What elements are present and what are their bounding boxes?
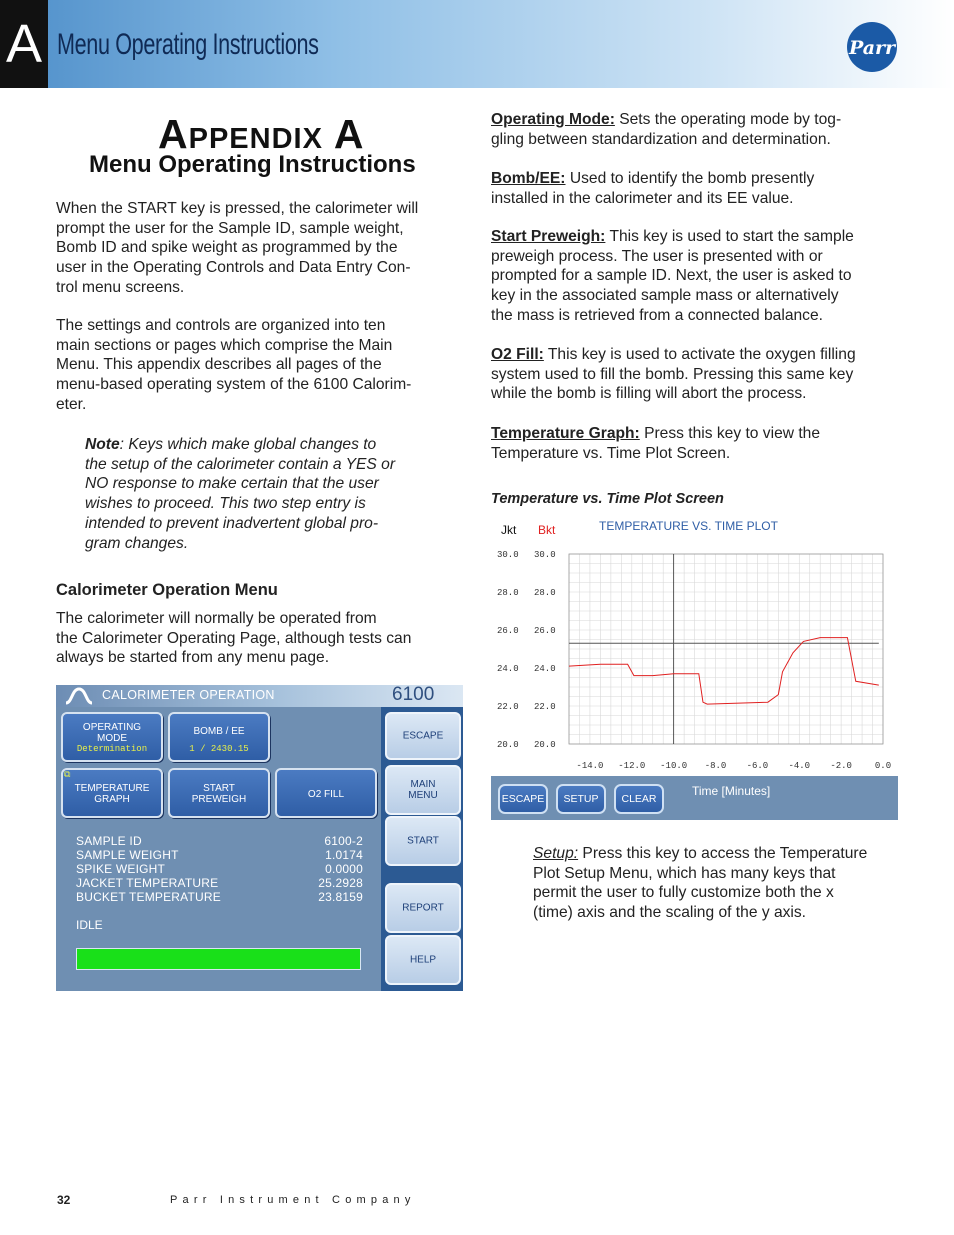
x-tick-label: -8.0 <box>704 761 727 771</box>
y-tick-label-bkt: 20.0 <box>534 740 556 750</box>
screen-titlebar <box>56 685 463 707</box>
plot-clear-button[interactable]: CLEAR <box>614 784 664 814</box>
plot-caption: Temperature vs. Time Plot Screen <box>491 491 724 507</box>
operating-mode-description: Operating Mode: Sets the operating mode by tog- gling between standardization and determination. <box>491 111 842 148</box>
legend-bkt: Bkt <box>538 523 556 537</box>
spike-weight-row: SPIKE WEIGHT 0.0000 <box>76 862 363 876</box>
setup-description: Setup: Press this key to access the Temperature Plot Setup Menu, which has many keys that permit the user to fully customize both the x (time) axis and the scaling of the y axis. <box>533 845 868 922</box>
intro-paragraph: When the START key is pressed, the calorimeter will prompt the user for the Sample ID, sample weight, Bomb ID and spike weight as programmed by the user in the Operating Controls and Data Entry Con- trol menu screens. <box>56 200 419 296</box>
y-tick-label-jkt: 28.0 <box>497 588 519 598</box>
copy-icon: ⧉ <box>64 769 71 779</box>
operation-paragraph: The calorimeter will normally be operated from the Calorimeter Operating Page, although tests can always be started from any menu page. <box>56 610 412 667</box>
bucket-temperature-row: BUCKET TEMPERATURE 23.8159 <box>76 890 363 904</box>
sample-id-row: SAMPLE ID 6100-2 <box>76 834 363 848</box>
y-tick-label-jkt: 20.0 <box>497 740 519 750</box>
main-menu-button[interactable]: MAIN MENU <box>385 765 461 815</box>
legend-jkt: Jkt <box>501 523 517 537</box>
y-tick-label-bkt: 22.0 <box>534 702 556 712</box>
chart-title: TEMPERATURE VS. TIME PLOT <box>599 519 778 533</box>
temperature-plot-chart <box>491 514 898 820</box>
help-button[interactable]: HELP <box>385 935 461 985</box>
appendix-subtitle: Menu Operating Instructions <box>89 151 416 178</box>
sample-weight-row: SAMPLE WEIGHT 1.0174 <box>76 848 363 862</box>
plot-escape-button[interactable]: ESCAPE <box>498 784 548 814</box>
x-tick-label: -2.0 <box>830 761 852 771</box>
plot-setup-button[interactable]: SETUP <box>556 784 606 814</box>
x-tick-label: 0.0 <box>874 761 892 771</box>
note-paragraph: Note: Keys which make global changes to the setup of the calorimeter contain a YES or NO response to make certain that the user wishes to proceed. This two step entry is intended to prevent inadvertent global pro- gram changes. <box>85 436 396 552</box>
start-preweigh-description: Start Preweigh: This key is used to start the sample preweigh process. The user is presented with or prompted for a sample ID. Next, the user is asked to key in the associated sample mass or alternatively the mass is retrieved from a connected balance. <box>491 228 854 324</box>
appendix-tab-letter: A <box>0 0 48 88</box>
bomb-ee-description: Bomb/EE: Used to identify the bomb presently installed in the calorimeter and its EE value. <box>491 170 815 207</box>
x-tick-label: -6.0 <box>746 761 769 771</box>
y-tick-label-bkt: 30.0 <box>534 550 556 560</box>
y-tick-label-jkt: 26.0 <box>497 626 519 636</box>
temperature-graph-description: Temperature Graph: Press this key to view the Temperature vs. Time Plot Screen. <box>491 425 821 462</box>
x-tick-label: -4.0 <box>788 761 811 771</box>
x-axis-label: Time [Minutes] <box>692 784 771 798</box>
progress-bar <box>76 948 361 970</box>
bomb-ee-button[interactable]: BOMB / EE 1 / 2430.15 <box>168 712 270 762</box>
y-tick-label-bkt: 24.0 <box>534 664 556 674</box>
screen-title: CALORIMETER OPERATION <box>102 688 275 702</box>
y-tick-label-jkt: 22.0 <box>497 702 519 712</box>
x-tick-label: -12.0 <box>618 761 646 771</box>
operating-mode-button[interactable]: OPERATING MODE Determination <box>61 712 163 762</box>
settings-paragraph: The settings and controls are organized into ten main sections or pages which comprise the Main Menu. This appendix describes all pages of the menu-based operating system of the 6100 Calorim- eter. <box>56 317 412 413</box>
header-title: Menu Operating Instructions <box>57 28 319 61</box>
page-number: 32 <box>57 1193 71 1207</box>
escape-button[interactable]: ESCAPE <box>385 712 461 760</box>
appendix-heading: APPENDIX A <box>158 111 365 157</box>
y-tick-label-jkt: 30.0 <box>497 550 519 560</box>
start-preweigh-button[interactable]: START PREWEIGH <box>168 768 270 818</box>
jacket-temperature-row: JACKET TEMPERATURE 25.2928 <box>76 876 363 890</box>
instrument-number: 6100 <box>392 685 435 705</box>
wave-logo-icon <box>64 687 94 705</box>
x-tick-label: -14.0 <box>576 761 604 771</box>
section-heading: Calorimeter Operation Menu <box>56 581 278 599</box>
svg-text:Parr: Parr <box>848 37 896 59</box>
x-tick-label: -10.0 <box>660 761 688 771</box>
calorimeter-operation-screenshot <box>56 685 463 991</box>
temperature-graph-button[interactable]: TEMPERATURE GRAPH <box>61 768 163 818</box>
temperature-plot-screenshot <box>491 514 898 820</box>
y-tick-label-bkt: 26.0 <box>534 626 556 636</box>
start-button[interactable]: START <box>385 816 461 866</box>
y-tick-label-bkt: 28.0 <box>534 588 556 598</box>
parr-logo <box>846 21 898 73</box>
footer-company: Parr Instrument Company <box>170 1194 416 1206</box>
y-tick-label-jkt: 24.0 <box>497 664 519 674</box>
status-text: IDLE <box>76 918 103 932</box>
o2-fill-button[interactable]: O2 FILL <box>275 768 377 818</box>
report-button[interactable]: REPORT <box>385 883 461 933</box>
o2-fill-description: O2 Fill: This key is used to activate the oxygen filling system used to fill the bomb. Pressing this same key while the bomb is filling will abort the process. <box>491 346 856 403</box>
